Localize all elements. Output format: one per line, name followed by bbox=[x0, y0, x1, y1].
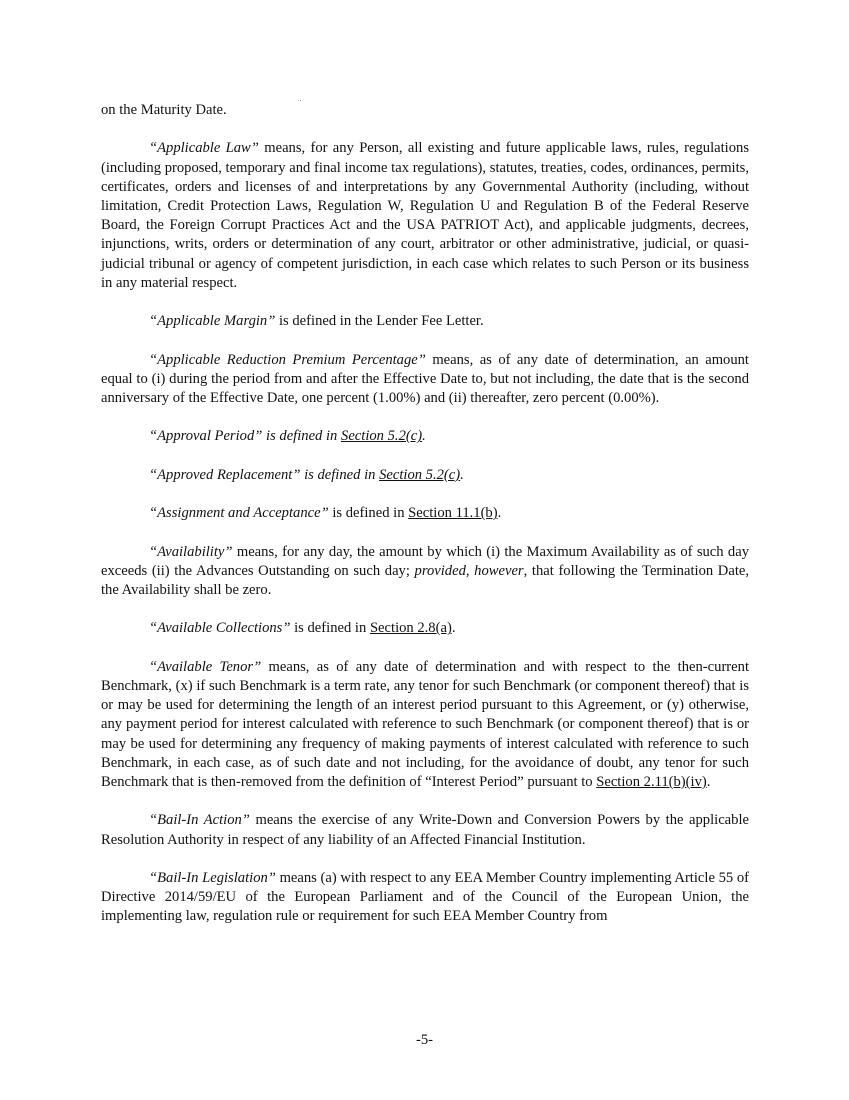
defined-term: “Applicable Margin” bbox=[149, 313, 276, 330]
definition-text: means, for any day, the amount by which (i) the Maximum Availability as of such day exceeds (ii) the Advances Outstanding on such day; bbox=[101, 543, 749, 579]
definition-bail-in-action bbox=[101, 811, 749, 849]
definition-available-tenor bbox=[101, 658, 749, 792]
section-reference-link[interactable]: Section 5.2(c) bbox=[379, 466, 461, 483]
document-page-body bbox=[101, 101, 749, 946]
definition-tail: . bbox=[460, 466, 464, 483]
definition-tail: . bbox=[497, 505, 502, 522]
defined-term: “Availability” bbox=[149, 543, 233, 560]
definition-text: means, as of any date of determination and with respect to the then-current Benchmark, (x) if such Benchmark is a term rate, any tenor for such Benchmark (or component thereof) that is or may be used for determining the length of an interest period pursuant to this Agreement, or (y) otherwise, any payment period for interest calculated with reference to such Benchmark (or component thereof) that is or may be used for determining any frequency of making payments of interest calculated with reference to such Benchmark, in each case, as of such date and not including, for the avoidance of doubt, any tenor for such Benchmark that is then-removed from the definition of “Interest Period” pursuant to bbox=[101, 658, 749, 790]
definition-text: means, as of any date of determination, an amount equal to (i) during the period from and after the Effective Date to, but not including, the date that is the second anniversary of the Effective Date, one percent (1.00%) and (ii) thereafter, zero percent (0.00%). bbox=[101, 351, 749, 406]
definition-applicable-margin bbox=[101, 312, 749, 331]
section-reference-link[interactable]: Section 2.11(b)(iv) bbox=[596, 773, 707, 790]
definition-text: is defined in bbox=[328, 505, 409, 522]
definition-applicable-reduction-premium-percentage bbox=[101, 351, 749, 409]
definition-available-collections bbox=[101, 619, 749, 638]
defined-term: “Approval Period” is defined in bbox=[149, 428, 342, 445]
defined-term: “Applicable Law” bbox=[149, 140, 259, 157]
definition-approval-period bbox=[101, 427, 749, 446]
definition-tail: . bbox=[451, 620, 456, 637]
definition-text: is defined in bbox=[290, 620, 370, 637]
paragraph-text: on the Maturity Date. bbox=[101, 102, 227, 118]
definition-text: means (a) with respect to any EEA Member Country implementing Article 55 of Directive 2014/59/EU of the European Parliament and of the Council of the European Union, the implementing law, regulation rule or requirement for such EEA Member Country from bbox=[101, 869, 749, 925]
defined-term: “Available Collections” bbox=[149, 620, 291, 637]
defined-term: “Bail-In Action” bbox=[149, 812, 250, 829]
defined-term: “Available Tenor” bbox=[149, 658, 262, 675]
definition-applicable-law bbox=[101, 139, 749, 293]
section-reference-link[interactable]: Section 5.2(c) bbox=[341, 428, 423, 445]
definition-approved-replacement bbox=[101, 466, 749, 485]
definition-text-continued: , that following the Termination Date, the Availability shall be zero. bbox=[101, 562, 750, 598]
defined-term: “Applicable Reduction Premium Percentage” bbox=[149, 351, 426, 368]
definition-text: means the exercise of any Write-Down and Conversion Powers by the applicable Resolution Authority in respect of any liability of an Affected Financial Institution. bbox=[101, 812, 749, 848]
definition-availability bbox=[101, 543, 749, 601]
definition-tail: . bbox=[422, 428, 426, 445]
paragraph-maturity-date-continuation bbox=[101, 101, 749, 120]
proviso-emphasis: provided, however bbox=[414, 562, 524, 579]
defined-term: “Assignment and Acceptance” bbox=[149, 505, 329, 522]
definition-tail: . bbox=[706, 773, 711, 790]
defined-term: “Approved Replacement” is defined in bbox=[149, 466, 380, 483]
defined-term: “Bail-In Legislation” bbox=[149, 869, 276, 886]
definition-text: is defined in the Lender Fee Letter. bbox=[275, 313, 484, 330]
definition-assignment-and-acceptance bbox=[101, 504, 749, 523]
section-reference-link[interactable]: Section 2.8(a) bbox=[369, 620, 452, 637]
section-reference-link[interactable]: Section 11.1(b) bbox=[408, 505, 498, 522]
definition-text: means, for any Person, all existing and future applicable laws, rules, regulations (including proposed, temporary and final income tax regulations), statutes, treaties, codes, ordinances, permits, certificates, orders and licenses of and interpretations by any Governmental Authority (including, without limitation, Credit Protection Laws, Regulation W, Regulation U and Regulation B of the Federal Reserve Board, the Foreign Corrupt Practices Act and the USA PATRIOT Act), and applicable judgments, decrees, injunctions, writs, orders or determination of any court, arbitrator or other administrative, judicial, or quasi-judicial tribunal or agency of competent jurisdiction, in each case which relates to such Person or its business in any material respect. bbox=[101, 140, 749, 291]
page-number: -5- bbox=[415, 1032, 434, 1048]
definition-bail-in-legislation bbox=[101, 869, 749, 927]
